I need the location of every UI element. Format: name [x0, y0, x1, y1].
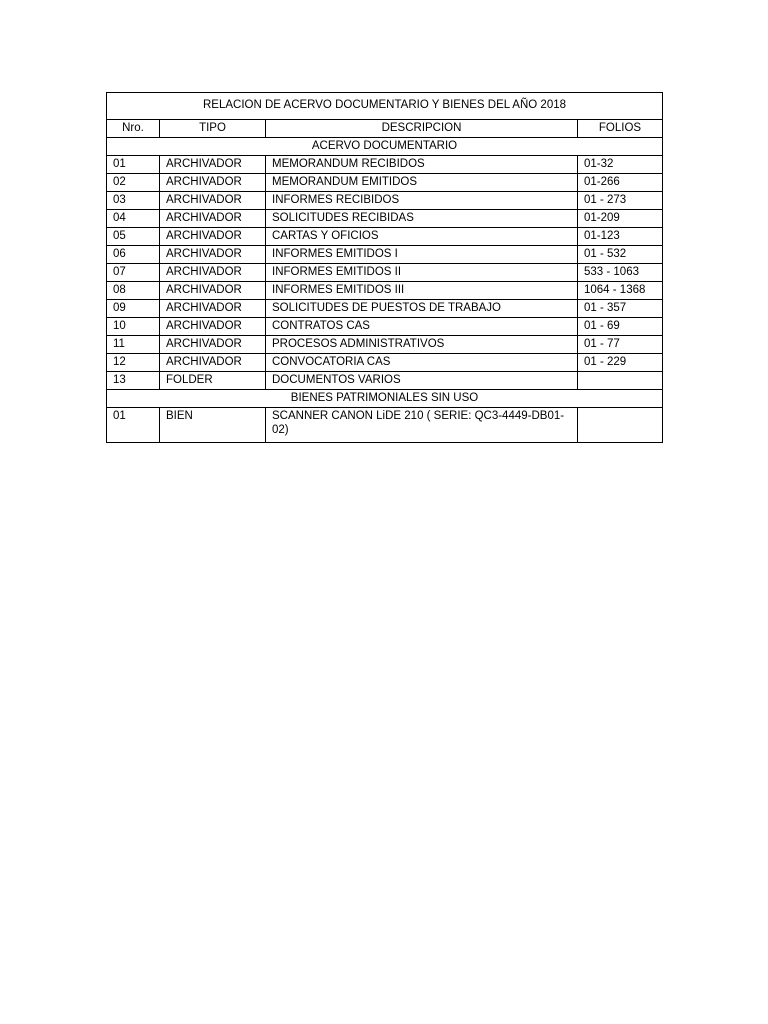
cell-folios: 01-209 — [578, 210, 663, 228]
cell-descripcion: CARTAS Y OFICIOS — [266, 228, 578, 246]
header-nro: Nro. — [107, 120, 160, 138]
cell-folios: 01 - 69 — [578, 318, 663, 336]
table-row — [107, 318, 663, 336]
section-header-row — [107, 138, 663, 156]
cell-nro: 08 — [107, 282, 160, 300]
title-row — [107, 93, 663, 120]
cell-folios: 533 - 1063 — [578, 264, 663, 282]
cell-nro: 09 — [107, 300, 160, 318]
table-row — [107, 228, 663, 246]
cell-folios: 01 - 229 — [578, 354, 663, 372]
cell-tipo: ARCHIVADOR — [160, 264, 266, 282]
cell-folios — [578, 372, 663, 390]
cell-tipo: ARCHIVADOR — [160, 156, 266, 174]
header-folios: FOLIOS — [578, 120, 663, 138]
cell-nro: 01 — [107, 156, 160, 174]
section-title: BIENES PATRIMONIALES SIN USO — [107, 390, 663, 408]
section-title: ACERVO DOCUMENTARIO — [107, 138, 663, 156]
table-row — [107, 354, 663, 372]
table-row — [107, 210, 663, 228]
cell-nro: 02 — [107, 174, 160, 192]
cell-folios: 01 - 532 — [578, 246, 663, 264]
table-row — [107, 174, 663, 192]
cell-nro: 07 — [107, 264, 160, 282]
cell-tipo: ARCHIVADOR — [160, 210, 266, 228]
header-descripcion: DESCRIPCION — [266, 120, 578, 138]
table-row — [107, 192, 663, 210]
cell-descripcion: INFORMES EMITIDOS II — [266, 264, 578, 282]
cell-tipo: ARCHIVADOR — [160, 246, 266, 264]
cell-descripcion: PROCESOS ADMINISTRATIVOS — [266, 336, 578, 354]
cell-folios: 01 - 77 — [578, 336, 663, 354]
cell-folios: 01 - 357 — [578, 300, 663, 318]
cell-descripcion: MEMORANDUM RECIBIDOS — [266, 156, 578, 174]
cell-tipo: ARCHIVADOR — [160, 354, 266, 372]
header-row — [107, 120, 663, 138]
cell-nro: 03 — [107, 192, 160, 210]
cell-tipo: FOLDER — [160, 372, 266, 390]
table-row — [107, 264, 663, 282]
cell-tipo: ARCHIVADOR — [160, 336, 266, 354]
cell-tipo: ARCHIVADOR — [160, 300, 266, 318]
cell-nro: 13 — [107, 372, 160, 390]
cell-descripcion: MEMORANDUM EMITIDOS — [266, 174, 578, 192]
cell-folios: 01-32 — [578, 156, 663, 174]
cell-nro: 11 — [107, 336, 160, 354]
cell-nro: 06 — [107, 246, 160, 264]
cell-folios: 1064 - 1368 — [578, 282, 663, 300]
cell-folios: 01-266 — [578, 174, 663, 192]
cell-tipo: BIEN — [160, 408, 266, 443]
table-body — [107, 93, 663, 443]
table-row — [107, 372, 663, 390]
cell-descripcion: SCANNER CANON LiDE 210 ( SERIE: QC3-4449-DB01-02) — [266, 408, 578, 443]
table-row — [107, 408, 663, 443]
cell-descripcion: SOLICITUDES DE PUESTOS DE TRABAJO — [266, 300, 578, 318]
header-tipo: TIPO — [160, 120, 266, 138]
cell-descripcion: INFORMES EMITIDOS III — [266, 282, 578, 300]
cell-tipo: ARCHIVADOR — [160, 282, 266, 300]
cell-descripcion: DOCUMENTOS VARIOS — [266, 372, 578, 390]
cell-tipo: ARCHIVADOR — [160, 192, 266, 210]
document-table — [106, 92, 663, 443]
cell-tipo: ARCHIVADOR — [160, 228, 266, 246]
cell-folios: 01 - 273 — [578, 192, 663, 210]
cell-tipo: ARCHIVADOR — [160, 174, 266, 192]
cell-nro: 12 — [107, 354, 160, 372]
table-row — [107, 156, 663, 174]
cell-descripcion: INFORMES RECIBIDOS — [266, 192, 578, 210]
cell-descripcion: CONTRATOS CAS — [266, 318, 578, 336]
cell-nro: 01 — [107, 408, 160, 443]
cell-descripcion: SOLICITUDES RECIBIDAS — [266, 210, 578, 228]
cell-tipo: ARCHIVADOR — [160, 318, 266, 336]
table-title: RELACION DE ACERVO DOCUMENTARIO Y BIENES DEL AÑO 2018 — [107, 93, 663, 120]
cell-descripcion: INFORMES EMITIDOS I — [266, 246, 578, 264]
cell-nro: 04 — [107, 210, 160, 228]
table-row — [107, 282, 663, 300]
table-row — [107, 300, 663, 318]
cell-descripcion: CONVOCATORIA CAS — [266, 354, 578, 372]
cell-nro: 10 — [107, 318, 160, 336]
section-header-row — [107, 390, 663, 408]
cell-folios — [578, 408, 663, 443]
table-row — [107, 246, 663, 264]
cell-folios: 01-123 — [578, 228, 663, 246]
cell-nro: 05 — [107, 228, 160, 246]
table-row — [107, 336, 663, 354]
